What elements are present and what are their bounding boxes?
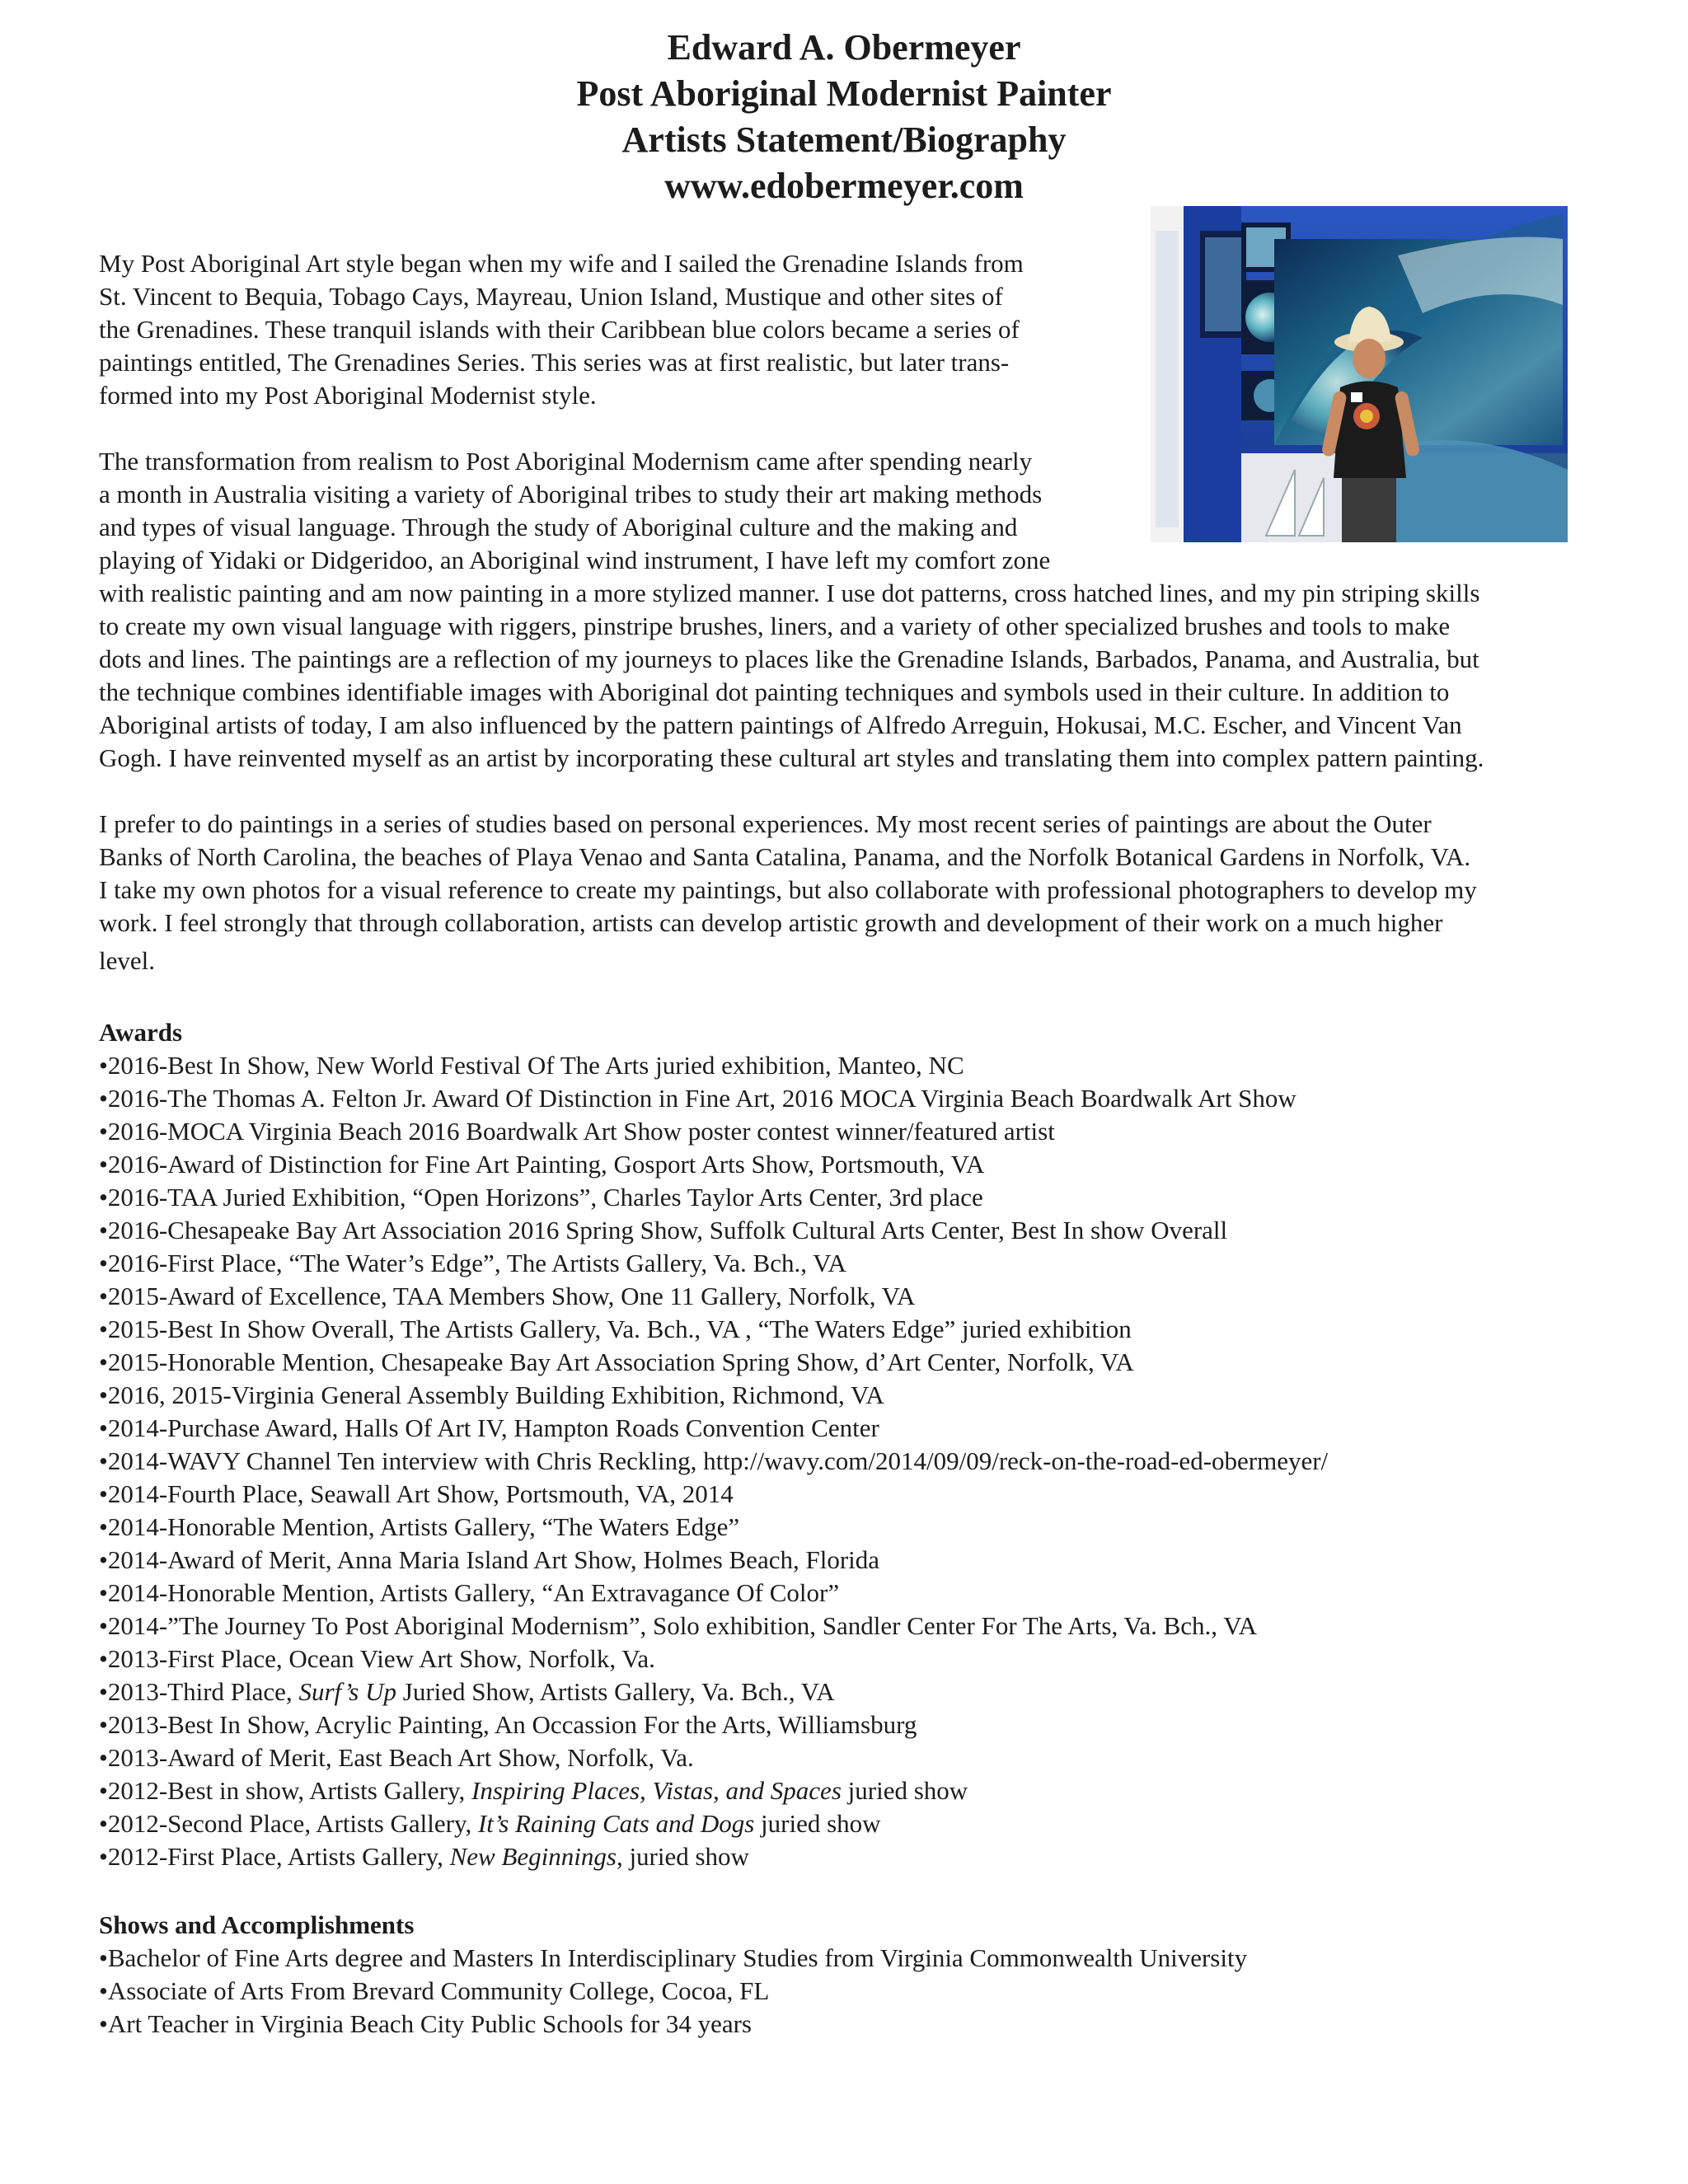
list-item: •Associate of Arts From Brevard Community College, Cocoa, FL: [99, 1976, 770, 2005]
list-item: •Art Teacher in Virginia Beach City Public Schools for 34 years: [99, 2009, 752, 2038]
list-item: [99, 1840, 1328, 1873]
list-item: •2016, 2015-Virginia General Assembly Building Exhibition, Richmond, VA: [99, 1380, 884, 1409]
paragraph-line: the Grenadines. These tranquil islands with their Caribbean blue colors became a series of: [99, 315, 1020, 344]
awards-heading: Awards: [99, 1018, 183, 1047]
list-item: •2016-The Thomas A. Felton Jr. Award Of Distinction in Fine Art, 2016 MOCA Virginia Beach Boardwalk Art Show: [99, 1084, 1296, 1113]
list-item: •2013-First Place, Ocean View Art Show, Norfolk, Va.: [99, 1644, 655, 1673]
paragraph-line: the technique combines identifiable images with Aboriginal dot painting techniques and symbols used in their culture. In addition to: [99, 677, 1450, 706]
paragraph-line: dots and lines. The paintings are a reflection of my journeys to places like the Grenadine Islands, Barbados, Panama, and Australia, but: [99, 644, 1479, 673]
awards-section: [99, 1016, 1328, 1873]
awards-list: [99, 1049, 1328, 1873]
list-item: •2014-”The Journey To Post Aboriginal Modernism”, Solo exhibition, Sandler Center For The Arts, Va. Bch., VA: [99, 1611, 1258, 1640]
paragraph-line: paintings entitled, The Grenadines Series. This series was at first realistic, but later trans-: [99, 348, 1010, 377]
shows-heading: Shows and Accomplishments: [99, 1910, 415, 1939]
list-item: •Bachelor of Fine Arts degree and Masters In Interdisciplinary Studies from Virginia Commonwealth University: [99, 1943, 1248, 1972]
list-item: •2014-Purchase Award, Halls Of Art IV, Hampton Roads Convention Center: [99, 1413, 879, 1442]
list-item: •2016-TAA Juried Exhibition, “Open Horizons”, Charles Taylor Arts Center, 3rd place: [99, 1183, 983, 1212]
paragraph-line: level.: [99, 946, 155, 975]
paragraph-line: with realistic painting and am now painting in a more stylized manner. I use dot patterns, cross hatched lines, and my pin striping skills: [99, 579, 1480, 607]
paragraph-line: formed into my Post Aboriginal Modernist style.: [99, 381, 597, 410]
list-item: •2014-Fourth Place, Seawall Art Show, Portsmouth, VA, 2014: [99, 1479, 734, 1508]
item-title-italic: Inspiring Places, Vistas, and Spaces: [471, 1776, 842, 1805]
artist-name: Edward A. Obermeyer: [667, 27, 1021, 68]
item-title-italic: Surf’s Up: [298, 1677, 396, 1706]
paragraph-line: I prefer to do paintings in a series of studies based on personal experiences. My most recent series of paintings are about the Outer: [99, 809, 1432, 838]
list-item: •2014-Award of Merit, Anna Maria Island Art Show, Holmes Beach, Florida: [99, 1545, 880, 1574]
document-type: Artists Statement/Biography: [621, 120, 1067, 160]
list-item: [99, 1675, 1328, 1708]
list-item: •2016-First Place, “The Water’s Edge”, The Artists Gallery, Va. Bch., VA: [99, 1249, 846, 1277]
statement-paragraph-3: [99, 808, 1477, 977]
list-item: •2014-WAVY Channel Ten interview with Chris Reckling, http://wavy.com/2014/09/09/reck-on-the-road-ed-obermeyer/: [99, 1446, 1329, 1475]
paragraph-line: work. I feel strongly that through collaboration, artists can develop artistic growth and development of their work on a much higher: [99, 908, 1443, 937]
paragraph-line: St. Vincent to Bequia, Tobago Cays, Mayreau, Union Island, Mustique and other sites of: [99, 282, 1003, 311]
list-item: •2016-Best In Show, New World Festival Of The Arts juried exhibition, Manteo, NC: [99, 1051, 964, 1080]
paragraph-line: a month in Australia visiting a variety of Aboriginal tribes to study their art making methods: [99, 480, 1043, 509]
list-item: •2014-Honorable Mention, Artists Gallery, “An Extravagance Of Color”: [99, 1578, 840, 1607]
list-item: [99, 1774, 1328, 1807]
item-text: •2013-Third Place,: [99, 1677, 299, 1706]
shows-list: [99, 1942, 1247, 2041]
paragraph-line: I take my own photos for a visual reference to create my paintings, but also collaborate with professional photographers to develop my: [99, 875, 1477, 904]
list-item: •2013-Best In Show, Acrylic Painting, An Occassion For the Arts, Williamsburg: [99, 1710, 917, 1739]
item-text: Juried Show, Artists Gallery, Va. Bch., VA: [396, 1677, 835, 1706]
shows-section: [99, 1909, 1247, 2041]
list-item: •2015-Award of Excellence, TAA Members Show, One 11 Gallery, Norfolk, VA: [99, 1282, 916, 1310]
list-item: [99, 1807, 1328, 1840]
item-text: •2012-First Place, Artists Gallery,: [99, 1842, 450, 1871]
list-item: •2015-Honorable Mention, Chesapeake Bay Art Association Spring Show, d’Art Center, Norfolk, VA: [99, 1347, 1134, 1376]
document-header: [0, 25, 1688, 209]
paragraph-line: playing of Yidaki or Didgeridoo, an Aboriginal wind instrument, I have left my comfort zone: [99, 546, 1051, 574]
item-title-italic: New Beginnings: [449, 1842, 617, 1871]
item-text: , juried show: [616, 1842, 749, 1871]
list-item: •2014-Honorable Mention, Artists Gallery, “The Waters Edge”: [99, 1512, 740, 1541]
paragraph-line: Aboriginal artists of today, I am also influenced by the pattern paintings of Alfredo Arreguin, Hokusai, M.C. Escher, and Vincent Van: [99, 710, 1462, 739]
list-item: •2016-MOCA Virginia Beach 2016 Boardwalk Art Show poster contest winner/featured artist: [99, 1117, 1055, 1146]
list-item: •2013-Award of Merit, East Beach Art Show, Norfolk, Va.: [99, 1743, 694, 1772]
artist-subtitle: Post Aboriginal Modernist Painter: [576, 73, 1112, 114]
item-text: •2012-Best in show, Artists Gallery,: [99, 1776, 471, 1805]
paragraph-line: Banks of North Carolina, the beaches of Playa Venao and Santa Catalina, Panama, and the Norfolk Botanical Gardens in Norfolk, VA.: [99, 842, 1471, 871]
website-link[interactable]: www.edobermeyer.com: [664, 166, 1024, 206]
paragraph-line: Gogh. I have reinvented myself as an artist by incorporating these cultural art styles and translating them into complex pattern painting.: [99, 743, 1484, 772]
list-item: •2016-Chesapeake Bay Art Association 2016 Spring Show, Suffolk Cultural Arts Center, Best In show Overall: [99, 1216, 1228, 1244]
item-text: juried show: [841, 1776, 968, 1805]
paragraph-line: The transformation from realism to Post Aboriginal Modernism came after spending nearly: [99, 447, 1033, 476]
item-title-italic: It’s Raining Cats and Dogs: [477, 1809, 755, 1838]
paragraph-line: to create my own visual language with riggers, pinstripe brushes, liners, and a variety of other specialized brushes and tools to make: [99, 612, 1451, 640]
item-text: juried show: [754, 1809, 881, 1838]
paragraph-line: and types of visual language. Through the study of Aboriginal culture and the making and: [99, 513, 1018, 541]
statement-paragraph-2: [99, 445, 1484, 775]
item-text: •2012-Second Place, Artists Gallery,: [99, 1809, 478, 1838]
list-item: •2016-Award of Distinction for Fine Art Painting, Gosport Arts Show, Portsmouth, VA: [99, 1150, 985, 1179]
paragraph-line: My Post Aboriginal Art style began when my wife and I sailed the Grenadine Islands from: [99, 249, 1024, 278]
statement-paragraph-1: [99, 247, 1024, 412]
list-item: •2015-Best In Show Overall, The Artists Gallery, Va. Bch., VA , “The Waters Edge” juried exhibition: [99, 1315, 1132, 1343]
